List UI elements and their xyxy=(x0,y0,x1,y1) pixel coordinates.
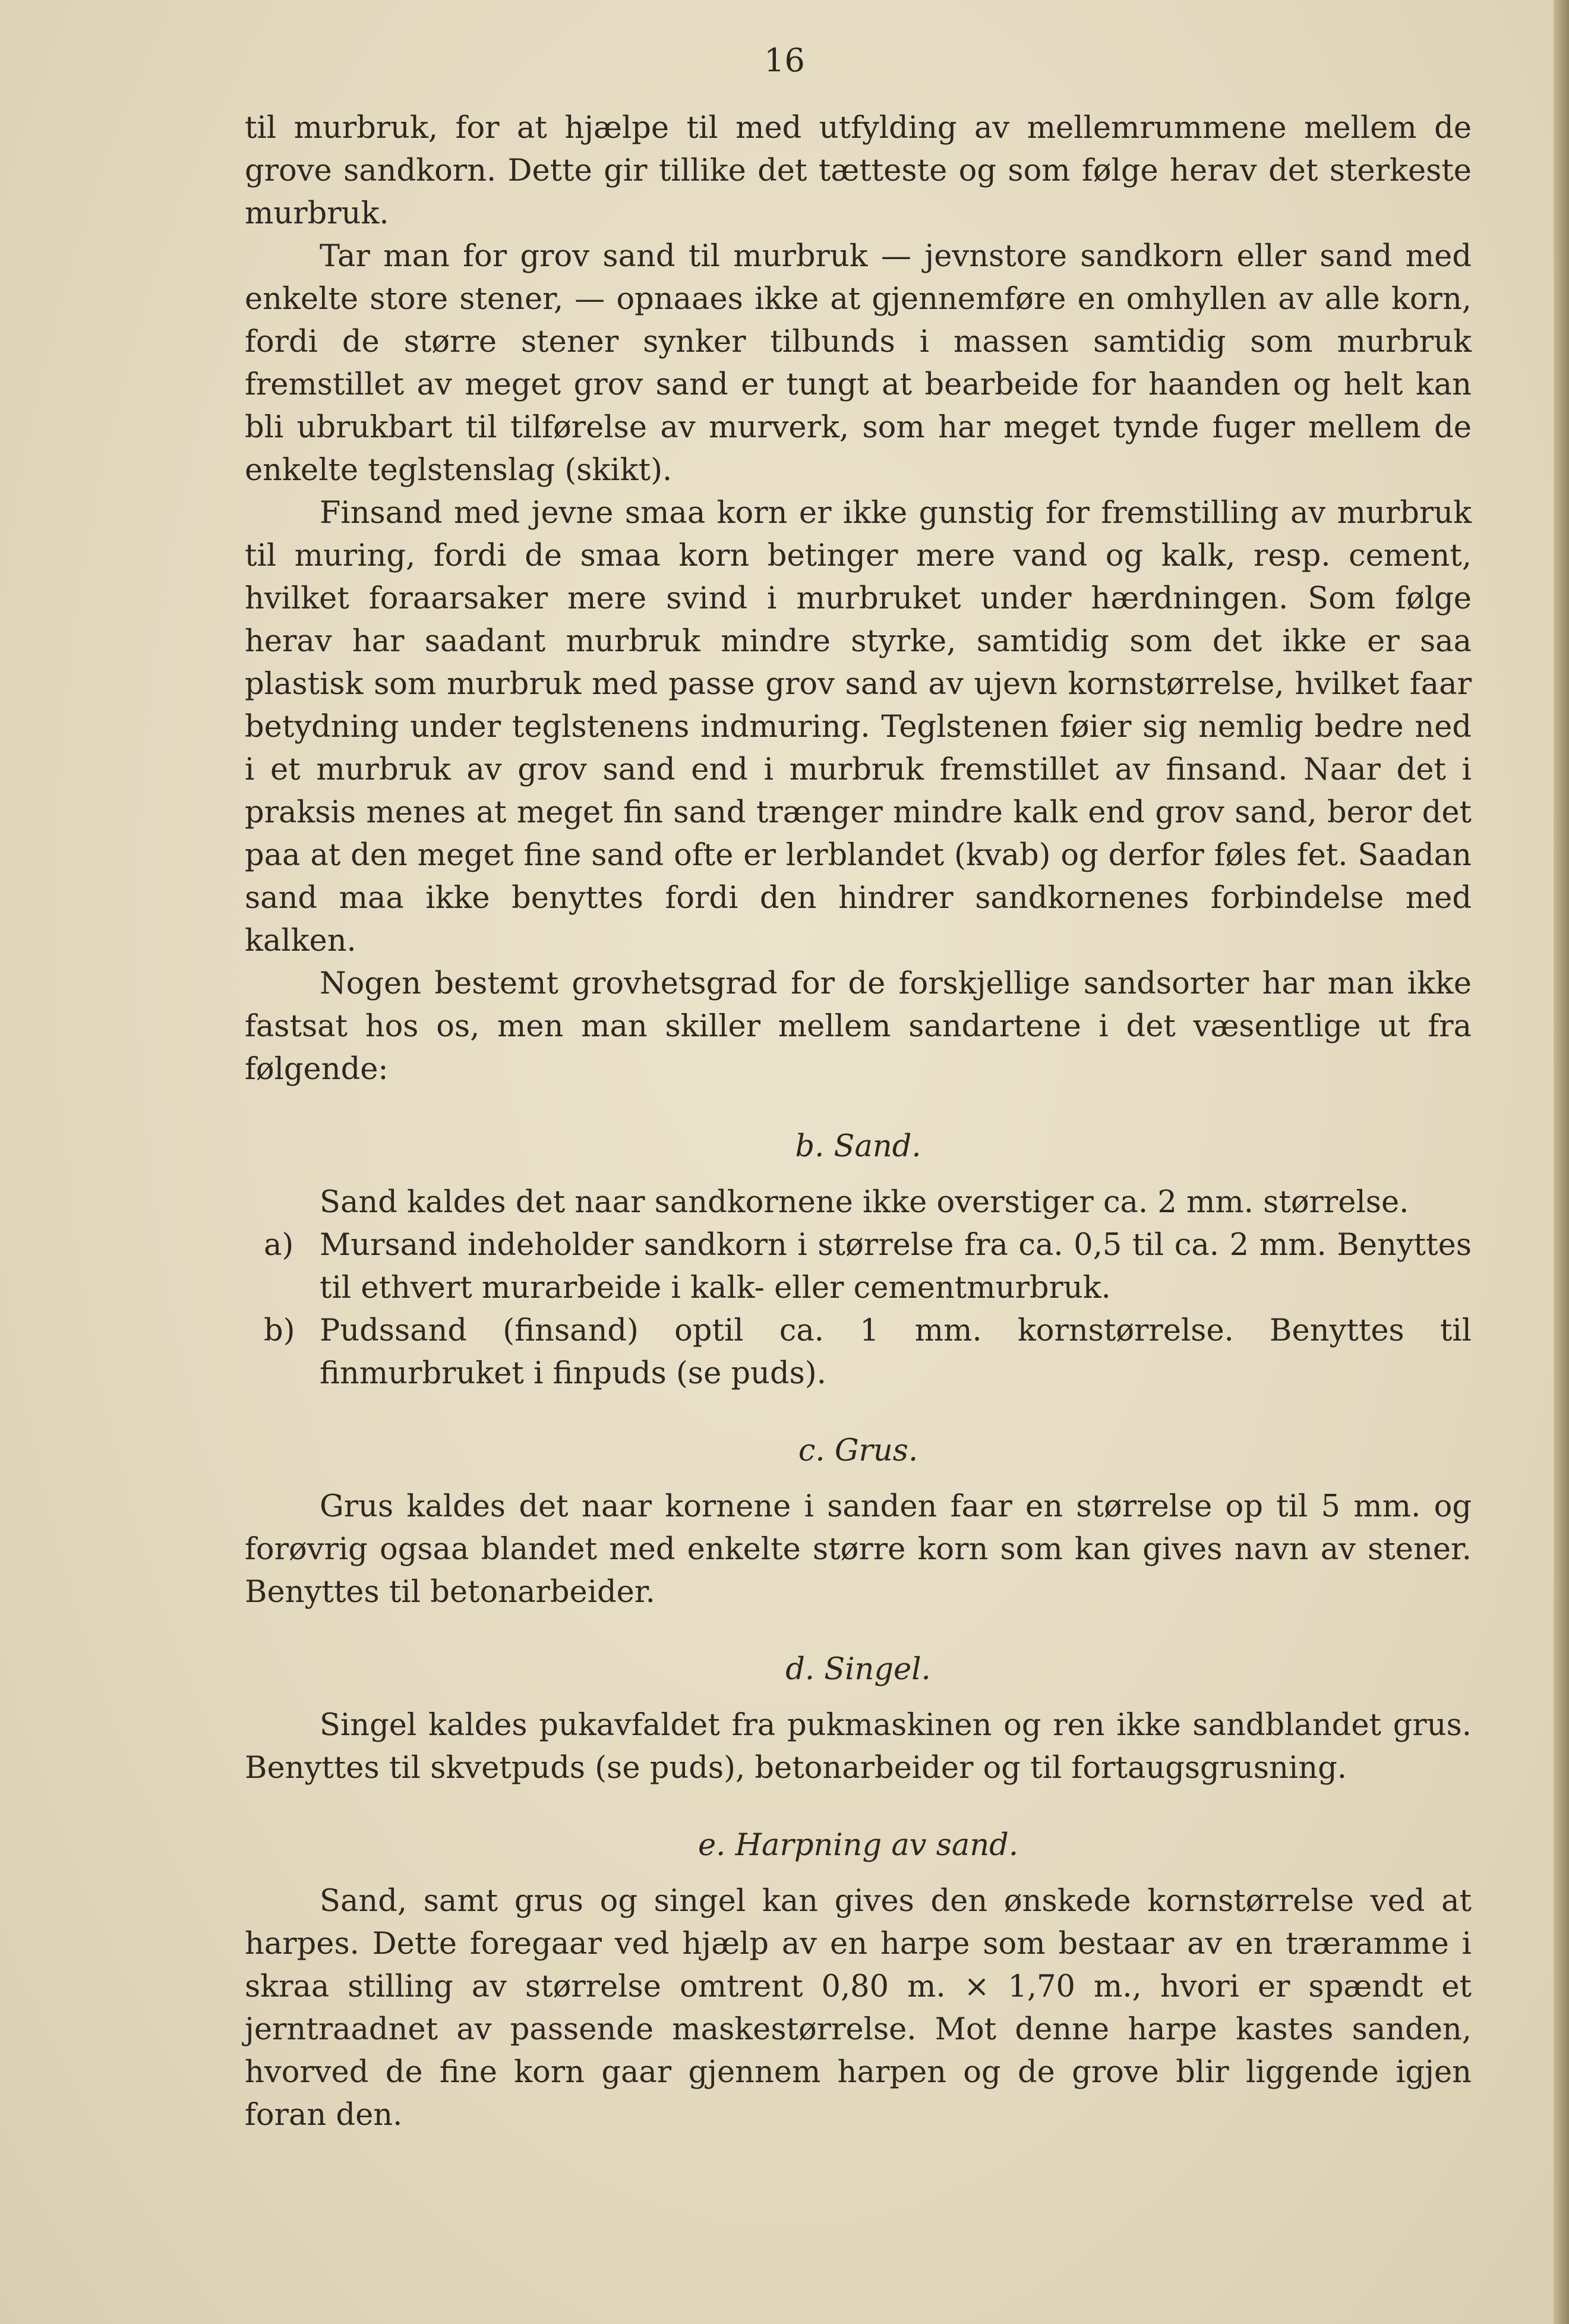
list-item-text: Pudssand (finsand) optil ca. 1 mm. kornstørrelse. Benyttes til finmurbruket i finpuds (se puds). xyxy=(320,1313,1472,1391)
sand-definition: Sand kaldes det naar sandkornene ikke overstiger ca. 2 mm. størrelse. xyxy=(320,1185,1409,1220)
list-item-text: Mursand indeholder sandkorn i størrelse fra ca. 0,5 til ca. 2 mm. Benyttes til ethvert murarbeide i kalk- eller cementmurbruk. xyxy=(320,1228,1472,1306)
section-heading-harpning: e. Harpning av sand. xyxy=(697,1828,1019,1863)
section-heading-singel: d. Singel. xyxy=(785,1652,931,1687)
paragraph-coarse-sand: Tar man for grov sand til murbruk — jevnstore sandkorn eller sand med enkelte store stener, — opnaaes ikke at gjennemføre en omhyllen av alle korn, fordi de større stener synker tilbunds i massen samtidig som murbruk fremstillet av meget grov sand er tungt at bearbeide for haanden og helt kan bli ubrukbart til tilførelse av murverk, som har meget tynde fuger mellem de enkelte teglstenslag (skikt). xyxy=(245,239,1472,488)
section-heading-grus: c. Grus. xyxy=(798,1433,918,1468)
page-number: 16 xyxy=(764,42,805,79)
list-marker: a) xyxy=(264,1228,294,1263)
singel-paragraph: Singel kaldes pukavfaldet fra pukmaskinen og ren ikke sandblandet grus. Benyttes til skvetpuds (se puds), betonarbeider og til fortaugsgrusning. xyxy=(245,1708,1472,1786)
paragraph-fine-sand: Finsand med jevne smaa korn er ikke gunstig for fremstilling av murbruk til muring, fordi de smaa korn betinger mere vand og kalk, resp. cement, hvilket foraarsaker mere svind i murbruket under hærdningen. Som følge herav har saadant murbruk mindre styrke, samtidig som det ikke er saa plastisk som murbruk med passe grov sand av ujevn kornstørrelse, hvilket faar betydning under teglstenens indmuring. Teglstenen føier sig nemlig bedre ned i et murbruk av grov sand end i murbruk fremstillet av finsand. Naar det i praksis menes at meget fin sand trænger mindre kalk end grov sand, beror det paa at den meget fine sand ofte er lerblandet (kvab) og derfor føles fet. Saadan sand maa ikke benyttes fordi den hindrer sandkornenes forbindelse med kalken. xyxy=(245,496,1472,958)
page-edge-shadow xyxy=(1554,0,1569,2324)
list-item xyxy=(245,1310,1472,1395)
paragraph-grading: Nogen bestemt grovhetsgrad for de forskjellige sandsorter har man ikke fastsat hos os, men man skiller mellem sandartene i det væsentlige ut fra følgende: xyxy=(245,966,1472,1087)
harpning-paragraph: Sand, samt grus og singel kan gives den ønskede kornstørrelse ved at harpes. Dette foregaar ved hjælp av en harpe som bestaar av en træramme i skraa stilling av størrelse omtrent 0,80 m. × 1,70 m., hvori er spændt et jerntraadnet av passende maskestørrelse. Mot denne harpe kastes sanden, hvorved de fine korn gaar gjennem harpen og de grove blir liggende igjen foran den. xyxy=(245,1884,1472,2133)
grus-paragraph: Grus kaldes det naar kornene i sanden faar en størrelse op til 5 mm. og forøvrig ogsaa blandet med enkelte større korn som kan gives navn av stener. Benyttes til betonarbeider. xyxy=(245,1489,1472,1610)
paragraph-continuation: til murbruk, for at hjælpe til med utfylding av mellemrummene mellem de grove sandkorn. Dette gir tillike det tætteste og som følge herav det sterkeste murbruk. xyxy=(245,111,1472,231)
section-heading-sand: b. Sand. xyxy=(795,1129,921,1164)
list-item xyxy=(245,1224,1472,1310)
page-body xyxy=(245,107,1472,2137)
list-marker: b) xyxy=(264,1313,295,1348)
